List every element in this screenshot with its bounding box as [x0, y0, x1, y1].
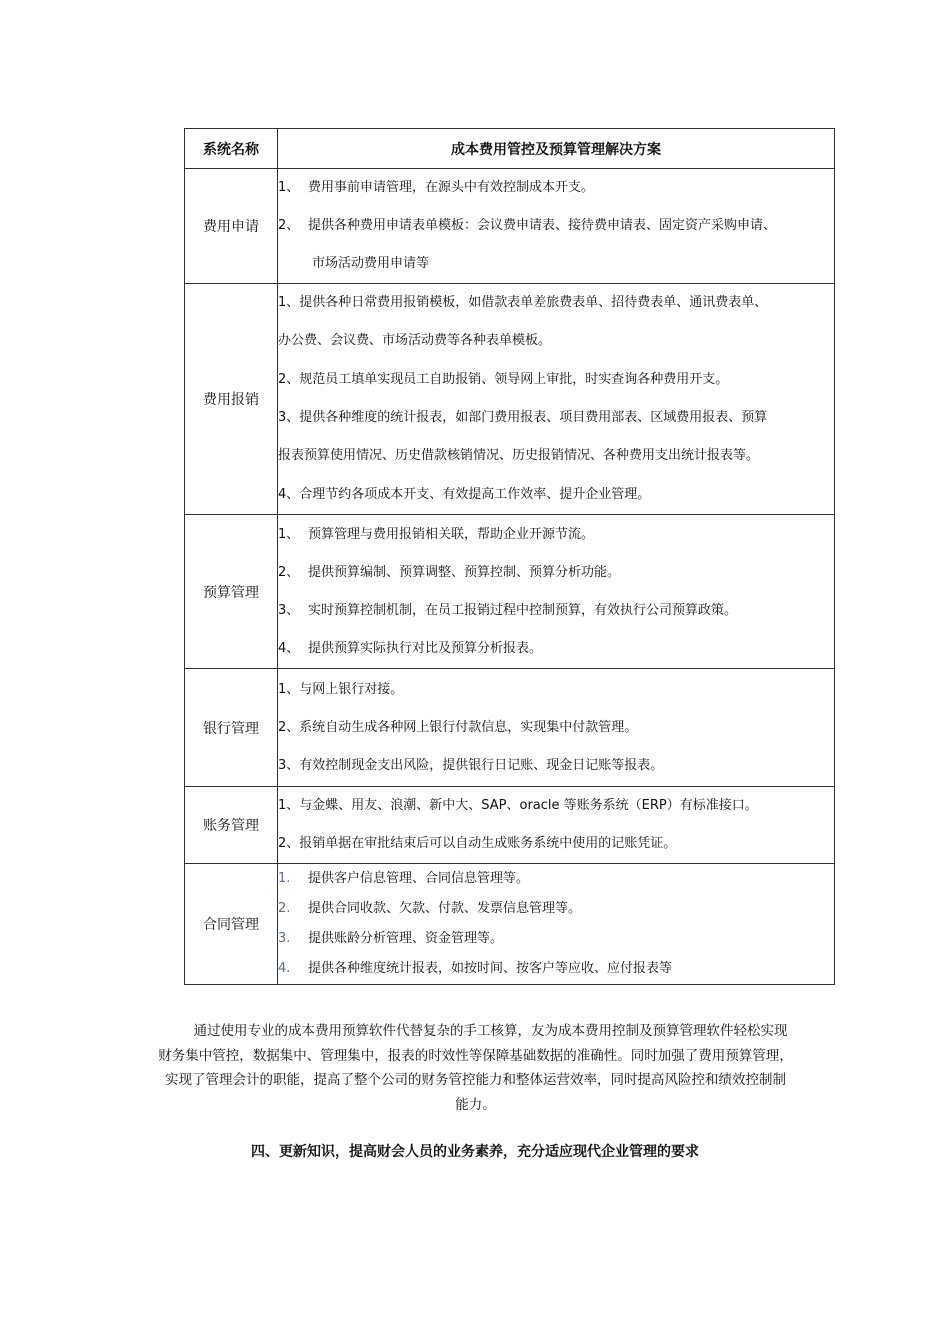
list-item: 4、合理节约各项成本开支、有效提高工作效率、提升企业管理。: [278, 486, 651, 502]
paragraph-line: 财务集中管控，数据集中、管理集中，报表的时效性等保障基础数据的准确性。同时加强了费用预算管理，: [158, 1047, 793, 1064]
system-name: 银行管理: [185, 669, 278, 787]
system-name: 合同管理: [185, 864, 278, 985]
list-item: 2、规范员工填单实现员工自助报销、领导网上审批，时实查询各种费用开支。: [278, 371, 729, 387]
list-item: 1、与金蝶、用友、浪潮、新中大、SAP、oracle 等账务系统（ERP）有标准接口。: [278, 798, 758, 813]
list-item: 3、 实时预算控制机制，在员工报销过程中控制预算，有效执行公司预算政策。: [278, 602, 738, 618]
system-name: 账务管理: [185, 787, 278, 864]
paragraph-line: 实现了管理会计的职能，提高了整个公司的财务管控能力和整体运营效率，同时提高风险控和绩效控制制: [165, 1072, 786, 1088]
list-item: 办公费、会议费、市场活动费等各种表单模板。: [278, 333, 552, 349]
table-row: [185, 669, 835, 787]
paragraph-line: 通过使用专业的成本费用预算软件代替复杂的手工核算，友为成本费用控制及预算管理软件轻松实现: [193, 1023, 788, 1039]
solution-cell: [278, 169, 835, 284]
list-item: 3. 提供账龄分析管理、资金管理等。: [278, 931, 504, 946]
paragraph-line: 能力。: [455, 1096, 496, 1113]
list-item: 1、 费用事前申请管理，在源头中有效控制成本开支。: [278, 180, 595, 195]
list-item: 2. 提供合同收款、欠款、付款、发票信息管理等。: [278, 901, 582, 916]
list-item: 1、与网上银行对接。: [278, 681, 404, 697]
list-item: 3、有效控制现金支出风险，提供银行日记账、现金日记账等报表。: [278, 757, 664, 773]
list-item: 1. 提供客户信息管理、合同信息管理等。: [278, 871, 530, 886]
solution-cell: [278, 669, 835, 787]
header-system-name: 系统名称: [185, 129, 278, 169]
list-item: 4、 提供预算实际执行对比及预算分析报表。: [278, 640, 543, 656]
list-item: 2、 提供各种费用申请表单模板：会议费申请表、接待费申请表、固定资产采购申请、: [278, 218, 777, 233]
table-row: [185, 515, 835, 669]
system-name: 费用申请: [185, 169, 278, 284]
solution-cell: [278, 864, 835, 985]
list-item: 3、提供各种维度的统计报表，如部门费用报表、项目费用部表、区域费用报表、预算: [278, 410, 768, 425]
list-item: 1、提供各种日常费用报销模板，如借款表单差旅费表单、招待费表单、通讯费表单、: [278, 295, 768, 311]
table-row: [185, 169, 835, 284]
table-header-row: [185, 129, 835, 169]
table-row: [185, 864, 835, 985]
list-item: 报表预算使用情况、历史借款核销情况、历史报销情况、各种费用支出统计报表等。: [278, 448, 760, 464]
body-paragraph: [143, 1019, 808, 1117]
system-name: 预算管理: [185, 515, 278, 669]
list-item: 2、系统自动生成各种网上银行付款信息，实现集中付款管理。: [278, 719, 638, 735]
header-solution: 成本费用管控及预算管理解决方案: [278, 129, 835, 169]
list-item: 2、报销单据在审批结束后可以自动生成账务系统中使用的记账凭证。: [278, 836, 677, 851]
solution-cell: [278, 515, 835, 669]
solution-table: [184, 128, 835, 985]
list-item: 2、 提供预算编制、预算调整、预算控制、预算分析功能。: [278, 564, 621, 580]
table-row: [185, 787, 835, 864]
solution-cell: [278, 787, 835, 864]
section-heading: 四、更新知识，提高财会人员的业务素养，充分适应现代企业管理的要求: [251, 1144, 699, 1160]
table-row: [185, 284, 835, 515]
list-item: 4. 提供各种维度统计报表，如按时间、按客户等应收、应付报表等: [278, 961, 673, 976]
list-item: 1、 预算管理与费用报销相关联，帮助企业开源节流。: [278, 526, 595, 542]
system-name: 费用报销: [185, 284, 278, 515]
list-item-continuation: 市场活动费用申请等: [312, 256, 430, 271]
solution-cell: [278, 284, 835, 515]
